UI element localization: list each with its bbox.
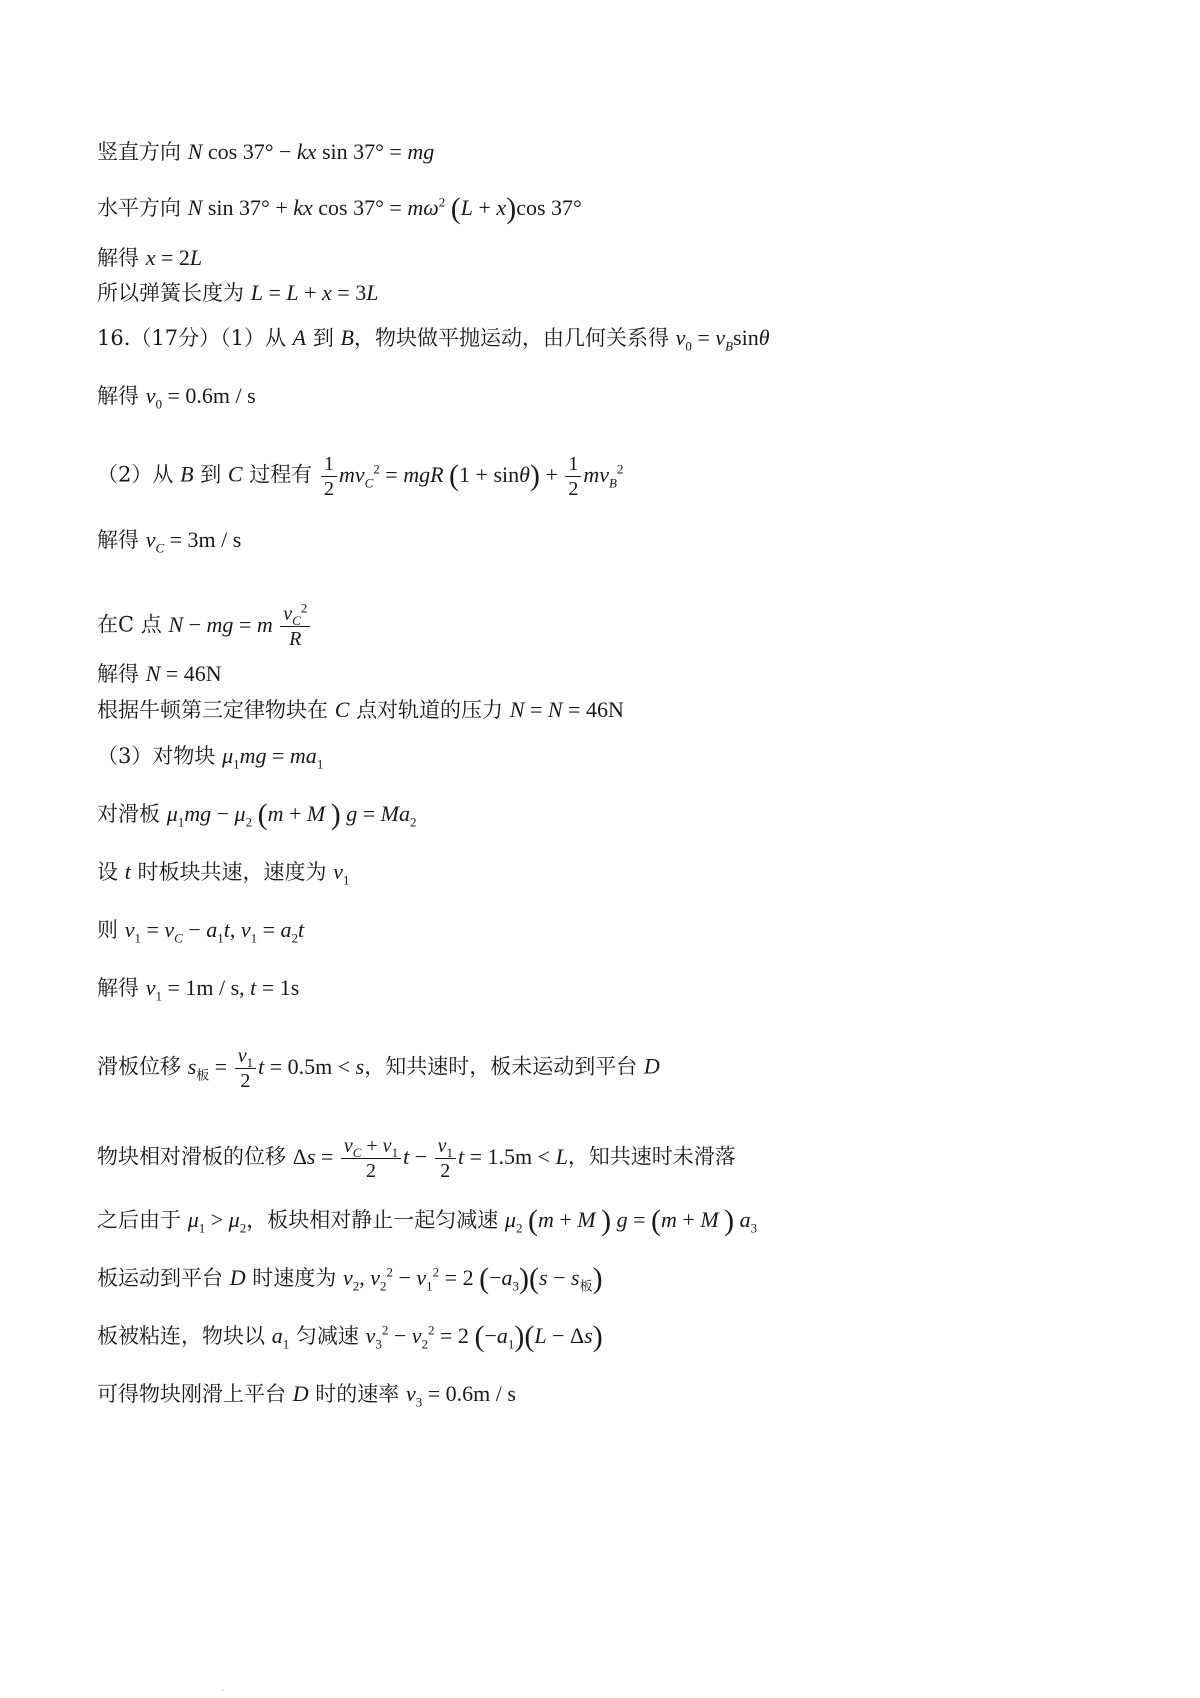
equation-horizontal-centripetal: 水平方向 N sin 37° + kx $\cos 37^\circ = m\omega^2$ (L + x)cos 37°: [97, 192, 582, 225]
equation-vertical-balance: 竖直方向 N cos 37° − kx sin 37° = mg: [97, 139, 435, 164]
block-deceleration: 板被粘连，物块以 $a_1$ 匀减速 $v_3^2 - v_2^2 = 2$ $(-a_1)(L - \Delta s)$: [97, 1320, 603, 1353]
joint-deceleration: 之后由于 $\mu_1 > \mu_2$，板块相对静止一起匀减速 $\mu_2$ (m + M ) g = (m + M ) $a_3$: [97, 1204, 758, 1237]
solution-n: 解得 N = 46N: [97, 661, 222, 686]
board-displacement: 滑板位移 $s_板$ = $\frac{v_1}{2}$ t = 0.5m < s，知共速时，板未运动到平台 D: [97, 1045, 660, 1092]
newton-third-law: 根据牛顿第三定律物块在 C 点对轨道的压力 N = N = 46N: [97, 697, 624, 722]
solution-v1-t: 解得 $v_1 = 1m / s$, t = 1s: [97, 975, 300, 1004]
velocity-relations: 则 $v_1 = v_C - a_1t$, $v_1 = a_2t$: [97, 917, 305, 946]
final-speed: 可得物块刚滑上平台 D 时的速率 $v_3 = 0.6m / s$: [97, 1381, 516, 1410]
problem-16-part-2-energy: （2）从 B 到 C 过程有 $\frac{1}{2}$ $mv_C^2$ = mgR (1 + sinθ) + $\frac{1}{2}$ $mv_B^2$: [97, 453, 624, 500]
solution-x: 解得 x = 2L: [97, 245, 203, 270]
spring-length: 所以弹簧长度为 L = L + x = 3L: [97, 280, 379, 305]
equation-normal-force-c: 在C 点 N − mg = m $\frac{v_C^2}{R}$: [97, 602, 312, 651]
solution-vc: 解得 $v_C = 3m / s$: [97, 527, 242, 556]
relative-displacement: 物块相对滑板的位移 Δs = $\frac{v_C + v_1}{2}$ t − $\frac{v_1}{2}$ t = 1.5m < L，知共速时未滑落: [97, 1135, 736, 1182]
footer-mark: ·: [222, 1686, 225, 1695]
board-velocity-at-d: 板运动到平台 D 时速度为 $v_2$, $v_2^2 - v_1^2 = 2$ $(-a_3)(s - s_板)$: [97, 1262, 603, 1295]
common-velocity-assumption: 设 t 时板块共速，速度为 $v_1$: [97, 859, 350, 888]
problem-16-part-3-block: （3）对物块 $\mu_1mg = ma_1$: [97, 743, 324, 772]
problem-16-part-1: 16.（17分）（1）从 A 到 B，物块做平抛运动，由几何关系得 $v_0 = v_B\sin\theta$: [97, 325, 770, 354]
equation-board: 对滑板 $\mu_1mg - \mu_2$ (m + M ) $g = Ma_2$: [97, 798, 417, 831]
solution-v0: 解得 $v_0 = 0.6m / s$: [97, 383, 256, 412]
